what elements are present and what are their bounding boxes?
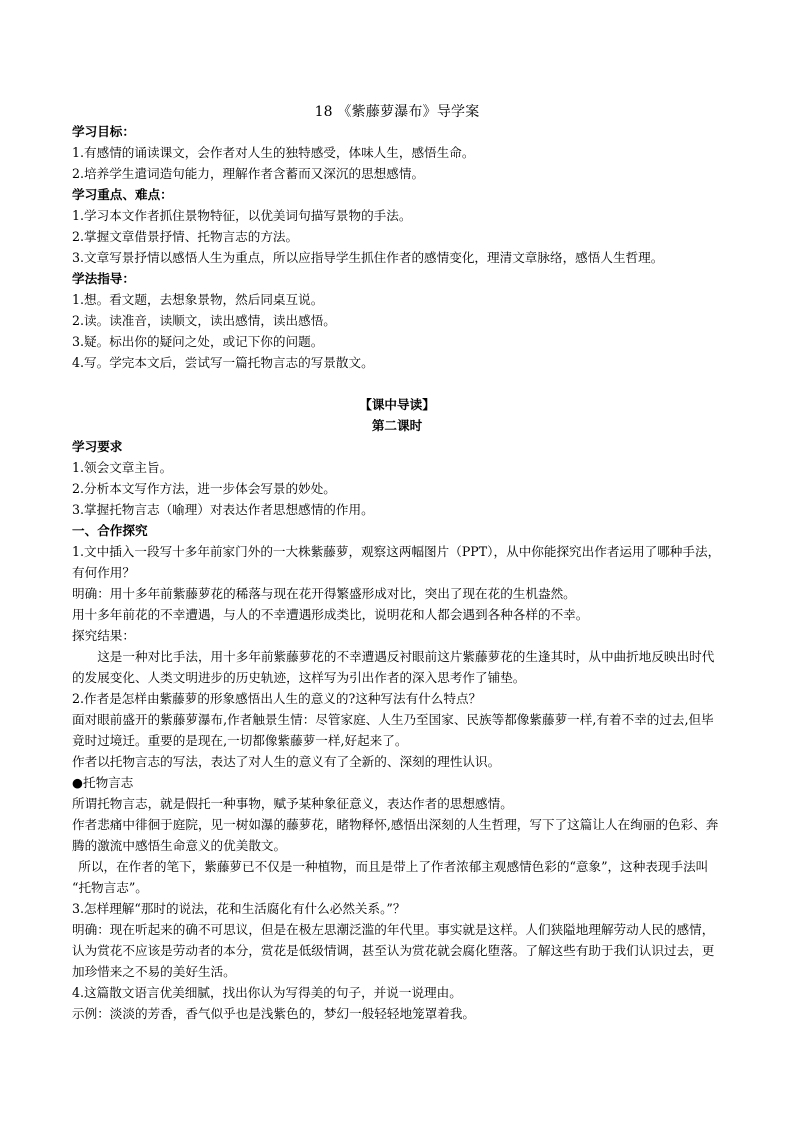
keypoint-item: 2.掌握文章借景抒情、托物言志的方法。 bbox=[72, 229, 299, 244]
method-item: 4.写。学完本文后，尝试写一篇托物言志的写景散文。 bbox=[72, 355, 374, 370]
result-label: 探究结果： bbox=[72, 628, 135, 643]
paragraph-1: 作者悲痛中徘徊于庭院，见一树如瀑的藤萝花，睹物释怀,感悟出深刻的人生哲理，写下了这篇让人在绚丽的色彩、奔腾的激流中感悟生命意义的优美散文。 bbox=[72, 817, 719, 853]
spacer bbox=[72, 373, 722, 394]
answer-1a: 明确：用十多年前紫藤萝花的稀落与现在花开得繁盛形成对比，突出了现在花的生机盎然。 bbox=[72, 586, 576, 601]
goal-item: 2.培养学生遣词造句能力，理解作者含蓄而又深沉的思想感情。 bbox=[72, 166, 425, 181]
methods-heading: 学法指导： bbox=[72, 271, 135, 286]
answer-3: 明确：现在听起来的确不可思议，但是在极左思潮泛滥的年代里。事实就是这样。人们狭隘地理解劳动人民的感情，认为赏花不应该是劳动者的本分，赏花是低级情调，甚至认为赏花就会腐化堕落。了解这些有助于我们认识过去，更加珍惜来之不易的美好生活。 bbox=[72, 922, 715, 979]
goal-item: 1.有感情的诵读课文，会作者对人生的独特感受，体味人生，感悟生命。 bbox=[72, 145, 475, 160]
document-title: 18 《紫藤萝瀑布》导学案 bbox=[314, 104, 480, 120]
answer-1b: 用十多年前花的不幸遭遇，与人的不幸遭遇形成类比，说明花和人都会遇到各种各样的不幸。 bbox=[72, 607, 589, 622]
document-body bbox=[72, 121, 722, 1024]
question-3: 3.怎样理解“那时的说法，花和生活腐化有什么必然关系。”？ bbox=[72, 901, 406, 916]
answer-2a: 面对眼前盛开的紫藤萝瀑布,作者触景生情：尽管家庭、人生乃至国家、民族等都像紫藤萝一样,有着不幸的过去,但毕竟时过境迁。重要的是现在,一切都像紫藤萝一样,好起来了。 bbox=[72, 712, 714, 748]
question-4: 4.这篇散文语言优美细腻，找出你认为写得美的句子，并说一说理由。 bbox=[72, 985, 462, 1000]
result-paragraph: 这是一种对比手法，用十多年前紫藤萝花的不幸遭遇反衬眼前这片紫藤萝花的生逢其时，从中曲折地反映出时代的发展变化、人类文明进步的历史轨迹，这样写为引出作者的深入思考作了铺垫。 bbox=[72, 649, 715, 685]
keypoint-item: 1.学习本文作者抓住景物特征，以优美词句描写景物的手法。 bbox=[72, 208, 412, 223]
goals-heading: 学习目标： bbox=[72, 124, 135, 139]
bullet-heading: ●托物言志 bbox=[72, 775, 134, 790]
method-item: 1.想。看文题，去想象景物，然后同桌互说。 bbox=[72, 292, 324, 307]
question-1: 1.文中插入一段写十多年前家门外的一大株紫藤萝，观察这两幅图片（PPT），从中你能探究出作者运用了哪种手法，有何作用？ bbox=[72, 544, 721, 580]
requirement-item: 3.掌握托物言志（喻理）对表达作者思想感情的作用。 bbox=[72, 502, 374, 517]
requirement-item: 2.分析本文写作方法，进一步体会写景的妙处。 bbox=[72, 481, 336, 496]
method-item: 2.读。读准音，读顺文，读出感情，读出感悟。 bbox=[72, 313, 336, 328]
method-item: 3.疑。标出你的疑问之处，或记下你的问题。 bbox=[72, 334, 324, 349]
definition: 所谓托物言志，就是假托一种事物，赋予某种象征意义，表达作者的思想感情。 bbox=[72, 796, 513, 811]
section-heading: 【课中导读】 bbox=[359, 397, 435, 412]
answer-2b: 作者以托物言志的写法，表达了对人生的意义有了全新的、深刻的理性认识。 bbox=[72, 754, 501, 769]
explore-heading: 一、合作探究 bbox=[72, 523, 148, 538]
section-subheading: 第二课时 bbox=[371, 418, 423, 433]
keypoint-item: 3.文章写景抒情以感悟人生为重点，所以应指导学生抓住作者的感情变化，理清文章脉络，感悟人生哲理。 bbox=[72, 250, 664, 265]
paragraph-2: 所以，在作者的笔下，紫藤萝已不仅是一种植物，而且是带上了作者浓郁主观感情色彩的“意象”，这种表现手法叫 “托物言志”。 bbox=[72, 859, 709, 895]
example: 示例：淡淡的芳香，香气似乎也是浅紫色的，梦幻一般轻轻地笼罩着我。 bbox=[72, 1006, 475, 1021]
keypoints-heading: 学习重点、难点： bbox=[72, 187, 173, 202]
requirements-heading: 学习要求 bbox=[72, 439, 123, 454]
question-2: 2.作者是怎样由紫藤萝的形象感悟出人生的意义的?这种写法有什么特点？ bbox=[72, 691, 482, 706]
requirement-item: 1.领会文章主旨。 bbox=[72, 460, 173, 475]
